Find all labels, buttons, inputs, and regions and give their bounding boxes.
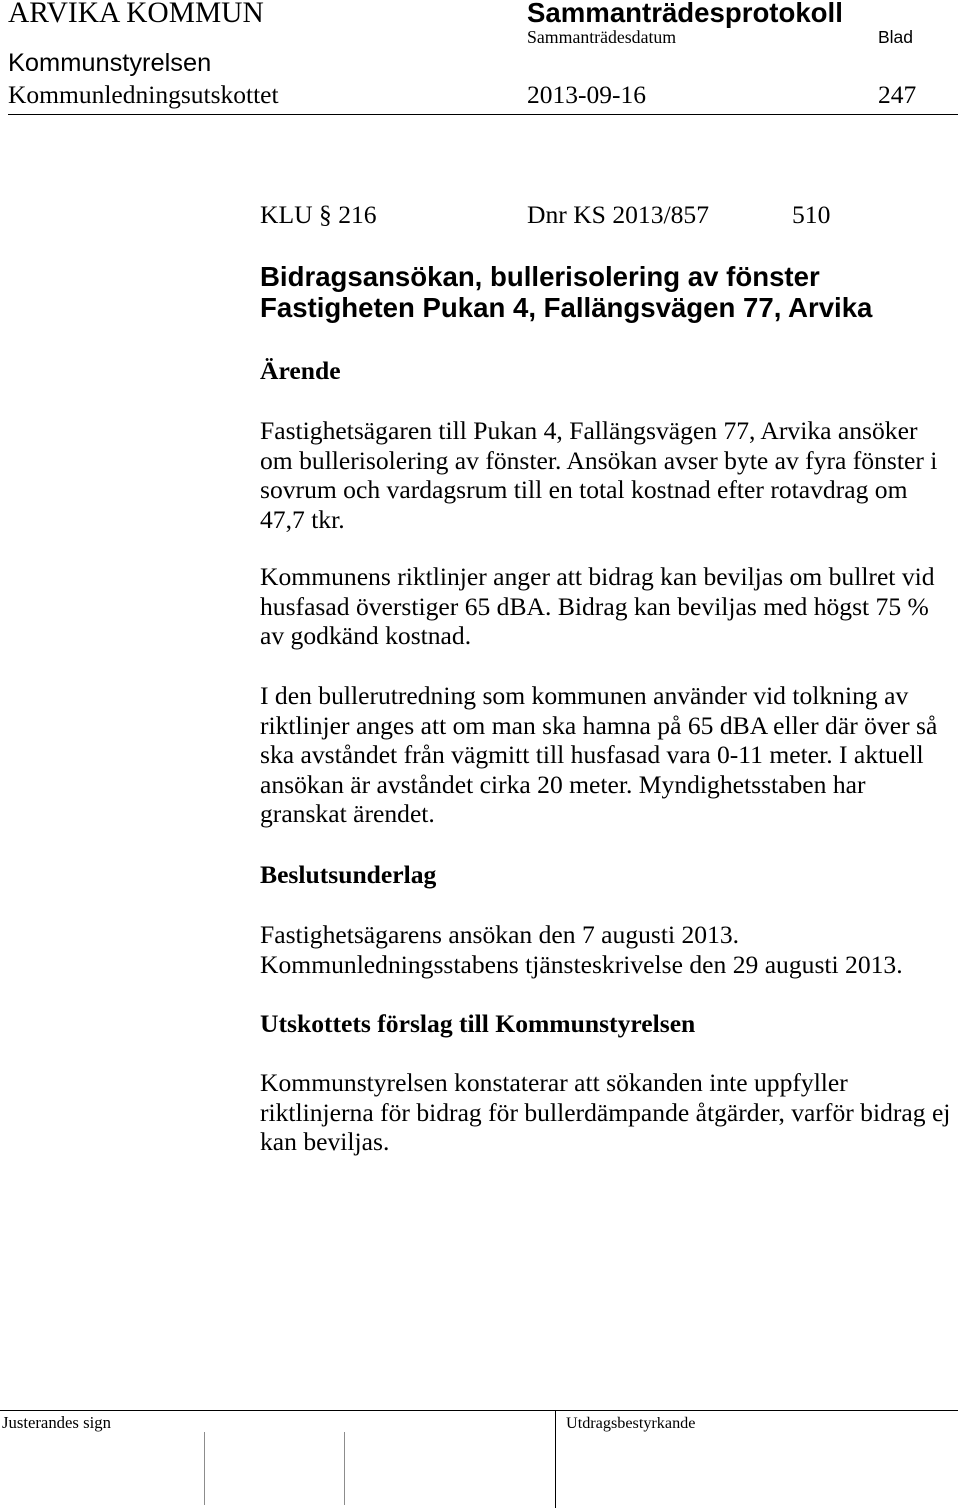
extract-certification-label: Utdragsbestyrkande (566, 1414, 696, 1432)
text-line: riktlinjerna för bidrag för bullerdämpande åtgärder, varför bidrag ej (260, 1097, 951, 1127)
text-line: av godkänd kostnad. (260, 621, 472, 650)
text-line: Kommunens riktlinjer anger att bidrag kan beviljas om bullret vid (260, 562, 935, 591)
footer-column-divider (555, 1410, 556, 1508)
text-line: Kommunstyrelsen konstaterar att sökanden inte uppfyller (260, 1068, 848, 1097)
signature-field-divider (204, 1432, 205, 1505)
page-number: 247 (878, 80, 917, 109)
list-item: Kommunledningsstabens tjänsteskrivelse den 29 augusti 2013. (260, 949, 903, 979)
case-archive-code: 510 (792, 200, 831, 229)
case-title (260, 261, 872, 323)
meeting-date: 2013-09-16 (527, 80, 646, 109)
case-diary-number: Dnr KS 2013/857 (527, 200, 710, 229)
signature-field-divider (344, 1432, 345, 1505)
text-line: granskat ärendet. (260, 799, 435, 828)
text-line: sovrum och vardagsrum till en total kostnad efter rotavdrag om (260, 475, 908, 504)
text-line: ska avståndet från vägmitt till husfasad vara 0-11 meter. I aktuell (260, 740, 924, 769)
page-number-label: Blad (878, 27, 914, 47)
text-line: Fastighetsägaren till Pukan 4, Fallängsvägen 77, Arvika ansöker (260, 416, 918, 445)
case-paragraph-ref: KLU § 216 (260, 200, 377, 229)
case-title-line: Bidragsansökan, bullerisolering av fönster (260, 261, 820, 292)
text-line: om bullerisolering av fönster. Ansökan avser byte av fyra fönster i (260, 445, 938, 475)
committee-name: Kommunledningsutskottet (8, 80, 279, 109)
section-heading-arende: Ärende (260, 356, 341, 385)
arende-paragraph (260, 562, 935, 651)
text-line: I den bullerutredning som kommunen använder vid tolkning av (260, 681, 909, 710)
text-line: riktlinjer anges att om man ska hamna på 65 dBA eller där över så (260, 710, 938, 740)
meeting-date-label: Sammanträdesdatum (527, 27, 677, 47)
document-type: Sammanträdesprotokoll (527, 0, 843, 28)
arende-paragraph (260, 681, 937, 829)
text-line: ansökan är avståndet cirka 20 meter. Myndighetsstaben har (260, 769, 866, 799)
section-heading-beslutsunderlag: Beslutsunderlag (260, 860, 437, 889)
text-line: kan beviljas. (260, 1127, 390, 1156)
text-line: husfasad överstiger 65 dBA. Bidrag kan beviljas med högst 75 % (260, 591, 929, 621)
header-divider (8, 114, 958, 115)
board-name: Kommunstyrelsen (8, 49, 212, 77)
arende-paragraph (260, 416, 937, 534)
section-heading-forslag: Utskottets förslag till Kommunstyrelsen (260, 1009, 696, 1038)
forslag-paragraph (260, 1068, 950, 1157)
organization-name: ARVIKA KOMMUN (8, 0, 264, 29)
list-item: Fastighetsägarens ansökan den 7 augusti 2013. (260, 920, 740, 949)
text-line: 47,7 tkr. (260, 504, 345, 534)
footer-divider (0, 1410, 958, 1411)
beslutsunderlag-list (260, 920, 903, 979)
case-title-line: Fastigheten Pukan 4, Fallängsvägen 77, Arvika (260, 292, 873, 323)
adjuster-signature-label: Justerandes sign (2, 1413, 111, 1432)
